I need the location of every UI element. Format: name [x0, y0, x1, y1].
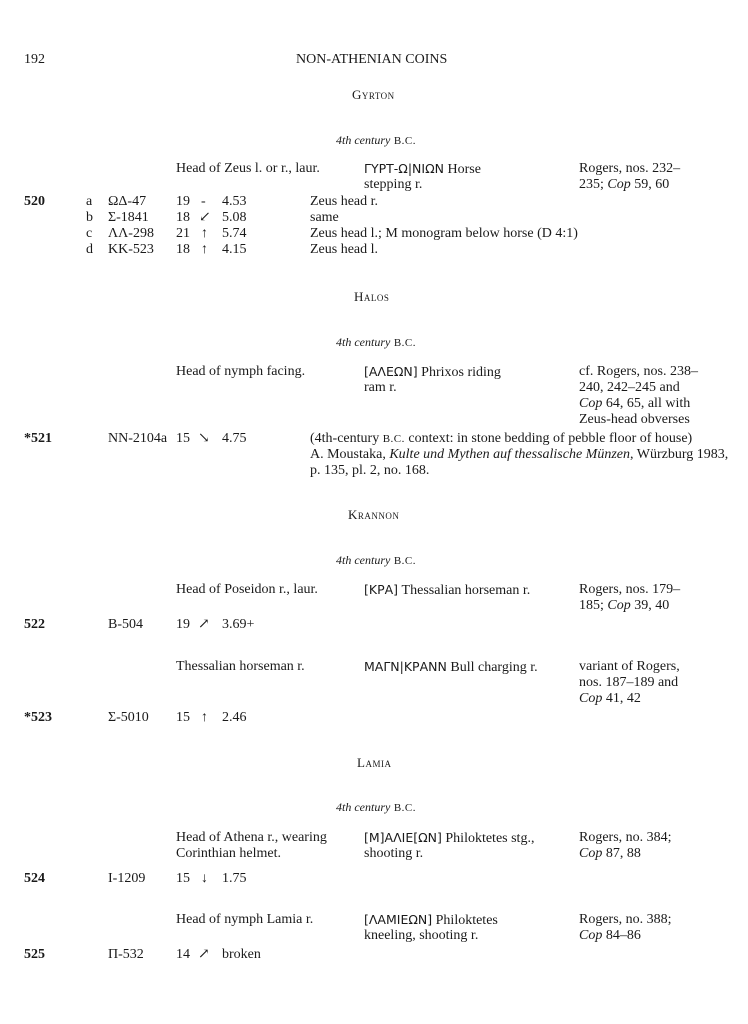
bibliographic-citation: A. Moustaka, Kulte und Mythen auf thessalische Münzen, Würzburg 1983,	[310, 447, 729, 462]
reference-cont: 185; Cop 39, 40	[579, 598, 670, 613]
note: same	[310, 210, 339, 225]
section-heading-lamia: Lamia	[357, 755, 392, 770]
obverse-description: Head of Zeus l. or r., laur.	[176, 161, 320, 176]
catalogue-number: 525	[24, 947, 45, 962]
obverse-description-cont: Corinthian helmet.	[176, 846, 281, 861]
obverse-description: Head of nymph facing.	[176, 364, 306, 379]
weight: 4.15	[222, 242, 247, 257]
reverse-description: ΜΑΓΝ|ΚΡΑΝΝ Bull charging r.	[364, 659, 538, 675]
catalogue-number: 520	[24, 194, 45, 209]
inventory-number: I-1209	[108, 871, 146, 886]
obverse-description: Head of Athena r., wearing	[176, 830, 327, 845]
diameter: 15	[176, 431, 190, 446]
reverse-description-cont: ram r.	[364, 380, 397, 395]
inventory-number: ΛΛ-298	[108, 226, 154, 241]
catalogue-number: *523	[24, 710, 52, 725]
diameter: 19	[176, 617, 190, 632]
reference: Rogers, no. 388;	[579, 912, 672, 927]
obverse-description: Head of nymph Lamia r.	[176, 912, 314, 927]
note: Zeus head r.	[310, 194, 379, 209]
weight: 4.53	[222, 194, 247, 209]
reverse-description: [ΛΑΜΙΕΩΝ] Philoktetes	[364, 912, 498, 928]
row-letter: d	[86, 242, 93, 257]
reference-cont: Cop 87, 88	[579, 846, 641, 861]
period-heading: 4th century B.C.	[336, 800, 417, 814]
diameter: 21	[176, 226, 190, 241]
diameter: 15	[176, 710, 190, 725]
reference-cont: 235; Cop 59, 60	[579, 177, 670, 192]
reverse-description: [ΑΛΕΩΝ] Phrixos riding	[364, 364, 501, 380]
reference: Rogers, nos. 232–	[579, 161, 681, 176]
reference: variant of Rogers,	[579, 659, 680, 674]
die-axis-icon: ↑	[201, 226, 208, 241]
diameter: 14	[176, 947, 190, 962]
reverse-description: [ΚΡΑ] Thessalian horseman r.	[364, 582, 531, 598]
weight: 5.74	[222, 226, 247, 241]
reverse-description-cont: kneeling, shooting r.	[364, 928, 479, 943]
reverse-description: ΓΥΡΤ-Ω|ΝΙΩΝ Horse	[364, 161, 481, 177]
reference: cf. Rogers, nos. 238–	[579, 364, 698, 379]
die-axis-icon: ↘	[198, 431, 210, 446]
reference: Rogers, nos. 179–	[579, 582, 681, 597]
running-title: NON-ATHENIAN COINS	[296, 52, 448, 67]
die-axis-icon: -	[201, 194, 206, 209]
diameter: 18	[176, 242, 190, 257]
obverse-description: Head of Poseidon r., laur.	[176, 582, 318, 597]
die-axis-icon: ↙	[199, 210, 211, 225]
section-heading-halos: Halos	[354, 289, 390, 304]
reference-cont: nos. 187–189 and	[579, 675, 679, 690]
inventory-number: B-504	[108, 617, 143, 632]
die-axis-icon: ↓	[201, 871, 208, 886]
row-letter: c	[86, 226, 93, 241]
reference: Rogers, no. 384;	[579, 830, 672, 845]
reference-cont: 240, 242–245 and	[579, 380, 680, 395]
reverse-description-cont: shooting r.	[364, 846, 424, 861]
page-number: 192	[24, 52, 45, 67]
note: Zeus head l.; M monogram below horse (D 4:1)	[310, 226, 578, 241]
reverse-description-cont: stepping r.	[364, 177, 423, 192]
inventory-number: NN-2104a	[108, 431, 168, 446]
inventory-number: KK-523	[108, 242, 154, 257]
period-heading: 4th century B.C.	[336, 133, 417, 147]
row-letter: b	[86, 210, 93, 225]
reference-cont: Cop 84–86	[579, 928, 641, 943]
die-axis-icon: ↑	[201, 242, 208, 257]
weight: 4.75	[222, 431, 247, 446]
diameter: 15	[176, 871, 190, 886]
obverse-description: Thessalian horseman r.	[176, 659, 305, 674]
diameter: 18	[176, 210, 190, 225]
diameter: 19	[176, 194, 190, 209]
inventory-number: ΩΔ-47	[108, 194, 147, 209]
catalogue-number: 522	[24, 617, 45, 632]
section-heading-gyrton: Gyrton	[352, 87, 395, 102]
reverse-description: [Μ]ΑΛΙΕ[ΩΝ] Philoktetes stg.,	[364, 830, 535, 846]
period-heading: 4th century B.C.	[336, 553, 417, 567]
die-axis-icon: ↗	[198, 947, 210, 962]
inventory-number: Σ-1841	[108, 210, 149, 225]
die-axis-icon: ↗	[198, 617, 210, 632]
bibliographic-citation-cont: p. 135, pl. 2, no. 168.	[310, 463, 430, 478]
note: Zeus head l.	[310, 242, 379, 257]
reference-cont: Cop 64, 65, all with	[579, 396, 691, 411]
period-heading: 4th century B.C.	[336, 335, 417, 349]
section-heading-krannon: Krannon	[348, 507, 400, 522]
weight: 3.69+	[222, 617, 255, 632]
reference-cont: Cop 41, 42	[579, 691, 641, 706]
weight: 2.46	[222, 710, 247, 725]
inventory-number: Π-532	[108, 947, 144, 962]
context-note: (4th-century B.C. context: in stone bedding of pebble floor of house)	[310, 431, 693, 446]
row-letter: a	[86, 194, 93, 209]
weight: broken	[222, 947, 261, 962]
weight: 5.08	[222, 210, 247, 225]
weight: 1.75	[222, 871, 247, 886]
catalogue-number: 524	[24, 871, 45, 886]
catalogue-number: *521	[24, 431, 52, 446]
reference-cont: Zeus-head obverses	[579, 412, 690, 427]
die-axis-icon: ↑	[201, 710, 208, 725]
inventory-number: Σ-5010	[108, 710, 149, 725]
